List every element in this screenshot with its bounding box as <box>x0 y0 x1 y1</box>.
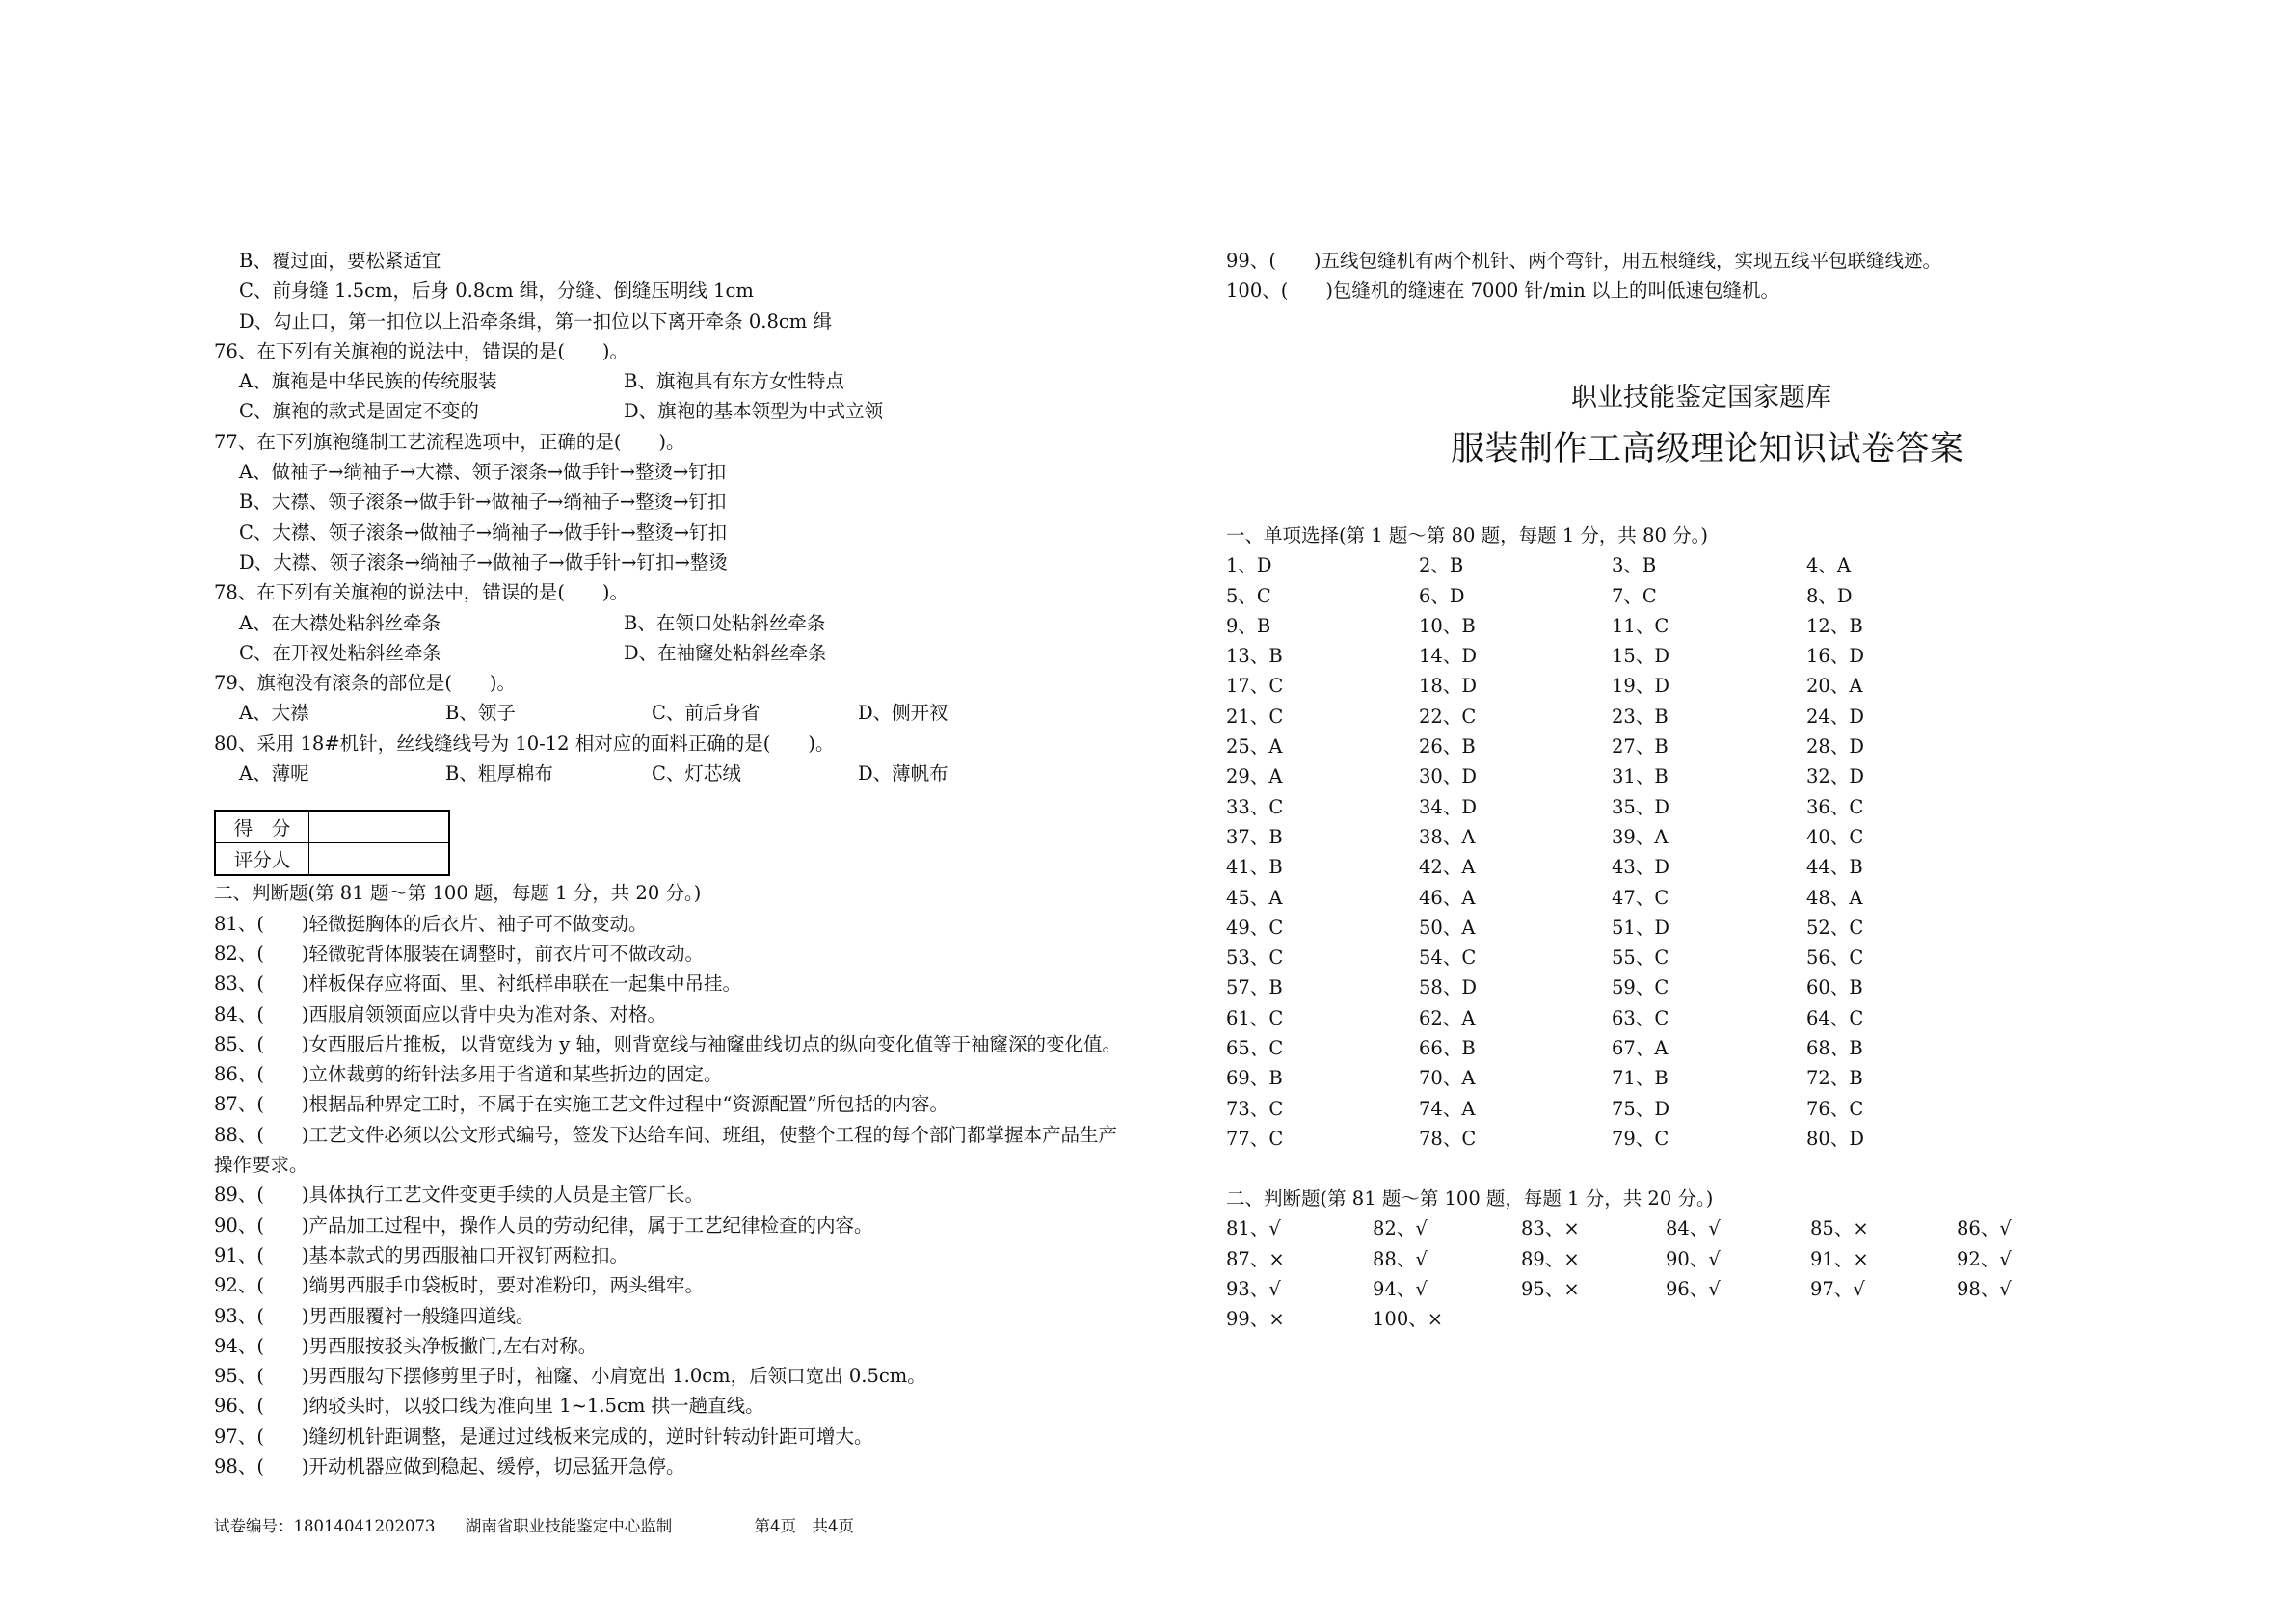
tf-answer: 95、× <box>1521 1277 1580 1300</box>
mc-answer: 79、C <box>1612 1127 1669 1150</box>
tf-item: 93、( )男西服覆衬一般缝四道线。 <box>214 1304 535 1327</box>
mc-answer: 8、D <box>1806 584 1853 607</box>
tf-answer: 83、× <box>1521 1217 1580 1240</box>
mc-answer: 51、D <box>1612 916 1669 939</box>
mc-answer: 34、D <box>1419 795 1477 818</box>
q80-stem: 80、采用 18#机针，丝线缝线号为 10-12 相对应的面料正确的是( )。 <box>214 732 835 755</box>
tf-item: 90、( )产品加工过程中，操作人员的劳动纪律，属于工艺纪律检查的内容。 <box>214 1213 873 1237</box>
mc-answer: 42、A <box>1419 856 1476 879</box>
left-column <box>214 246 1197 1481</box>
mc-answer: 41、B <box>1226 856 1283 879</box>
tf-item: 81、( )轻微挺胸体的后衣片、袖子可不做变动。 <box>214 912 648 935</box>
q78-option-a: A、在大襟处粘斜丝牵条 <box>239 611 441 634</box>
tf-answer: 97、√ <box>1810 1277 1865 1300</box>
tf-answer: 85、× <box>1810 1217 1869 1240</box>
tf-item: 操作要求。 <box>214 1154 308 1177</box>
mc-answer: 35、D <box>1612 795 1669 818</box>
mc-answer: 22、C <box>1419 705 1477 728</box>
mc-answer: 24、D <box>1806 705 1864 728</box>
mc-answer: 27、B <box>1612 735 1669 759</box>
score-label: 得 分 <box>215 811 309 843</box>
q78-row1 <box>214 608 1197 638</box>
mc-answer: 18、D <box>1419 675 1477 698</box>
tf-answer: 81、√ <box>1226 1217 1281 1240</box>
mc-answer: 48、A <box>1806 886 1863 909</box>
tf-item: 82、( )轻微驼背体服装在调整时，前衣片可不做改动。 <box>214 942 705 965</box>
mc-answer: 28、D <box>1806 735 1864 759</box>
mc-answer: 16、D <box>1806 645 1864 668</box>
q78-option-b: B、在领口处粘斜丝牵条 <box>624 611 826 634</box>
mc-answer: 20、A <box>1806 675 1863 698</box>
tf-item: 98、( )开动机器应做到稳起、缓停，切忌猛开急停。 <box>214 1454 685 1478</box>
mc-answer: 9、B <box>1226 614 1271 637</box>
tf-item: 83、( )样板保存应将面、里、衬纸样串联在一起集中吊挂。 <box>214 972 742 996</box>
tf-answer: 93、√ <box>1226 1277 1281 1300</box>
mc-answer: 50、A <box>1419 916 1476 939</box>
mc-answer: 64、C <box>1806 1006 1864 1029</box>
tf-answer: 98、√ <box>1957 1277 2012 1300</box>
mc-answer: 23、B <box>1612 705 1669 728</box>
q78-stem: 78、在下列有关旗袍的说法中，错误的是( )。 <box>214 581 629 604</box>
q75-option-b: B、覆过面，要松紧适宜 <box>239 250 441 272</box>
tf-item: 95、( )男西服勾下摆修剪里子时，袖窿、小肩宽出 1.0cm，后领口宽出 0.5cm。 <box>214 1365 926 1388</box>
q77-stem: 77、在下列旗袍缝制工艺流程选项中，正确的是( )。 <box>214 430 685 453</box>
mc-answer: 39、A <box>1612 825 1669 848</box>
tf-item: 97、( )缝纫机针距调整，是通过过线板来完成的，逆时针转动针距可增大。 <box>214 1424 873 1448</box>
mc-answer: 15、D <box>1612 645 1669 668</box>
mc-answer: 26、B <box>1419 735 1476 759</box>
tf-item-99: 99、( )五线包缝机有两个机针、两个弯针，用五根缝线，实现五线平包联缝线迹。 <box>1226 250 1942 272</box>
q79-option-b: B、领子 <box>445 702 516 725</box>
mc-answer: 47、C <box>1612 886 1669 909</box>
mc-heading: 一、单项选择(第 1 题～第 80 题，每题 1 分，共 80 分。) <box>1226 524 1708 546</box>
q80-option-b: B、粗厚棉布 <box>445 762 553 785</box>
mc-answer: 59、C <box>1612 976 1669 999</box>
tf-item: 91、( )基本款式的男西服袖口开衩钉两粒扣。 <box>214 1243 629 1266</box>
mc-answer-section <box>1226 520 1999 1154</box>
tf-answer: 82、√ <box>1373 1217 1428 1240</box>
mc-answer: 14、D <box>1419 645 1477 668</box>
supervisor: 湖南省职业技能鉴定中心监制 <box>465 1517 673 1535</box>
mc-answer: 13、B <box>1226 645 1283 668</box>
mc-answer: 67、A <box>1612 1037 1669 1060</box>
mc-answer: 40、C <box>1806 825 1864 848</box>
mc-answer: 7、C <box>1612 584 1657 607</box>
q77-option-d: D、大襟、领子滚条→绱袖子→做袖子→做手针→钉扣→整烫 <box>239 550 728 573</box>
tf-answer: 96、√ <box>1666 1277 1721 1300</box>
mc-answer: 38、A <box>1419 825 1476 848</box>
mc-answer: 73、C <box>1226 1097 1284 1120</box>
mc-answer: 21、C <box>1226 705 1284 728</box>
q76-row2 <box>214 396 1197 426</box>
q78-row2 <box>214 638 1197 668</box>
tf-answer: 90、√ <box>1666 1247 1721 1270</box>
q75-option-d: D、勾止口，第一扣位以上沿牵条缉，第一扣位以下离开牵条 0.8cm 缉 <box>239 309 832 333</box>
mc-answer: 43、D <box>1612 856 1669 879</box>
tf-answer: 87、× <box>1226 1247 1285 1270</box>
q75-option-c: C、前身缝 1.5cm，后身 0.8cm 缉，分缝、倒缝压明线 1cm <box>239 280 754 303</box>
mc-answer-grid <box>1226 550 1999 1154</box>
mc-answer: 4、A <box>1806 554 1851 577</box>
q79-option-a: A、大襟 <box>239 702 309 725</box>
mc-answer: 57、B <box>1226 976 1283 999</box>
mc-answer: 70、A <box>1419 1067 1476 1090</box>
q77-option-c: C、大襟、领子滚条→做袖子→绱袖子→做手针→整烫→钉扣 <box>239 520 728 544</box>
mc-answer: 29、A <box>1226 765 1283 788</box>
mc-answer: 61、C <box>1226 1006 1284 1029</box>
mc-answer: 49、C <box>1226 916 1284 939</box>
page-number: 第4页 共4页 <box>754 1517 854 1535</box>
tf-item: 85、( )女西服后片推板，以背宽线为 y 轴，则背宽线与袖窿曲线切点的纵向变化值等于袖窿深的变化值。 <box>214 1032 1121 1055</box>
right-column-top <box>1226 246 2248 306</box>
mc-answer: 74、A <box>1419 1097 1476 1120</box>
q79-option-d: D、侧开衩 <box>858 702 948 725</box>
q78-option-d: D、在袖窿处粘斜丝牵条 <box>624 641 827 664</box>
tf-item: 89、( )具体执行工艺文件变更手续的人员是主管厂长。 <box>214 1184 705 1207</box>
mc-answer: 25、A <box>1226 735 1283 759</box>
q76-row1 <box>214 366 1197 396</box>
mc-answer: 45、A <box>1226 886 1283 909</box>
q76-option-d: D、旗袍的基本领型为中式立领 <box>624 400 884 423</box>
q77-option-b: B、大襟、领子滚条→做手针→做袖子→绱袖子→整烫→钉扣 <box>239 491 727 514</box>
score-box <box>214 810 450 876</box>
mc-answer: 44、B <box>1806 856 1863 879</box>
q76-option-a: A、旗袍是中华民族的传统服装 <box>239 370 497 393</box>
mc-answer: 69、B <box>1226 1067 1283 1090</box>
q76-option-b: B、旗袍具有东方女性特点 <box>624 370 844 393</box>
tf-answer: 88、√ <box>1373 1247 1428 1270</box>
q80-option-c: C、灯芯绒 <box>652 762 741 785</box>
mc-answer: 78、C <box>1419 1127 1477 1150</box>
mc-answer: 19、D <box>1612 675 1669 698</box>
tf-answer: 89、× <box>1521 1247 1580 1270</box>
mc-answer: 5、C <box>1226 584 1271 607</box>
score-value-cell[interactable] <box>309 811 450 843</box>
tf-answer-grid <box>1226 1213 2101 1334</box>
mc-answer: 3、B <box>1612 554 1657 577</box>
q76-stem: 76、在下列有关旗袍的说法中，错误的是( )。 <box>214 339 629 362</box>
tf-item: 96、( )纳驳头时，以驳口线为准向里 1~1.5cm 拱一趟直线。 <box>214 1395 764 1418</box>
mc-answer: 46、A <box>1419 886 1476 909</box>
tf-item: 86、( )立体裁剪的绗针法多用于省道和某些折边的固定。 <box>214 1063 723 1086</box>
mc-answer: 58、D <box>1419 976 1477 999</box>
mc-answer: 76、C <box>1806 1097 1864 1120</box>
mc-answer: 55、C <box>1612 946 1669 970</box>
tf-answer: 91、× <box>1810 1247 1869 1270</box>
mc-answer: 2、B <box>1419 554 1464 577</box>
tf-item-100: 100、( )包缝机的缝速在 7000 针/min 以上的叫低速包缝机。 <box>1226 280 1780 303</box>
tf-heading: 二、判断题(第 81 题～第 100 题，每题 1 分，共 20 分。) <box>214 882 702 905</box>
mc-answer: 32、D <box>1806 765 1864 788</box>
mc-answer: 71、B <box>1612 1067 1669 1090</box>
q79-options <box>214 698 1197 728</box>
mc-answer: 65、C <box>1226 1037 1284 1060</box>
q79-stem: 79、旗袍没有滚条的部位是( )。 <box>214 672 517 695</box>
footer <box>214 1513 854 1536</box>
mc-answer: 37、B <box>1226 825 1283 848</box>
tf-answer: 94、√ <box>1373 1277 1428 1300</box>
mc-answer: 1、D <box>1226 554 1272 577</box>
grader-value-cell[interactable] <box>309 843 450 876</box>
q77-option-a: A、做袖子→绱袖子→大襟、领子滚条→做手针→整烫→钉扣 <box>239 461 727 484</box>
mc-answer: 72、B <box>1806 1067 1863 1090</box>
mc-answer: 53、C <box>1226 946 1284 970</box>
answer-title: 服装制作工高级理论知识试卷答案 <box>1451 430 1964 468</box>
mc-answer: 77、C <box>1226 1127 1284 1150</box>
mc-answer: 60、B <box>1806 976 1863 999</box>
mc-answer: 80、D <box>1806 1127 1864 1150</box>
q78-option-c: C、在开衩处粘斜丝牵条 <box>239 641 441 664</box>
mc-answer: 66、B <box>1419 1037 1476 1060</box>
mc-answer: 36、C <box>1806 795 1864 818</box>
q80-option-d: D、薄帆布 <box>858 762 948 785</box>
tf-item: 87、( )根据品种界定工时，不属于在实施工艺文件过程中“资源配置”所包括的内容。 <box>214 1093 948 1116</box>
mc-answer: 62、A <box>1419 1006 1476 1029</box>
tf-answer: 100、× <box>1373 1308 1444 1331</box>
tf-item: 92、( )绱男西服手巾袋板时，要对准粉印，两头缉牢。 <box>214 1274 705 1297</box>
tf-item: 88、( )工艺文件必须以公文形式编号，签发下达给车间、班组，使整个工程的每个部门都掌握本产品生产 <box>214 1123 1118 1146</box>
mc-answer: 12、B <box>1806 614 1863 637</box>
mc-answer: 54、C <box>1419 946 1477 970</box>
tf-list <box>214 909 1197 1482</box>
mc-answer: 52、C <box>1806 916 1864 939</box>
mc-answer: 33、C <box>1226 795 1284 818</box>
tf-answer: 99、× <box>1226 1308 1285 1331</box>
mc-answer: 31、B <box>1612 765 1669 788</box>
mc-answer: 10、B <box>1419 614 1476 637</box>
tf-answer: 84、√ <box>1666 1217 1721 1240</box>
mc-answer: 63、C <box>1612 1006 1669 1029</box>
tf-answer-section <box>1226 1184 2101 1334</box>
tf-item: 94、( )男西服按驳头净板撇门,左右对称。 <box>214 1334 598 1357</box>
q76-option-c: C、旗袍的款式是固定不变的 <box>239 400 479 423</box>
tf-item: 84、( )西服肩领领面应以背中央为准对条、对格。 <box>214 1002 667 1025</box>
q80-options <box>214 759 1197 788</box>
q79-option-c: C、前后身省 <box>652 702 761 725</box>
answer-subtitle: 职业技能鉴定国家题库 <box>1571 383 1831 413</box>
grader-label: 评分人 <box>215 843 309 876</box>
mc-answer: 6、D <box>1419 584 1465 607</box>
mc-answer: 75、D <box>1612 1097 1669 1120</box>
mc-answer: 68、B <box>1806 1037 1863 1060</box>
mc-answer: 11、C <box>1612 614 1669 637</box>
tf-answer: 92、√ <box>1957 1247 2012 1270</box>
exam-number: 试卷编号：18014041202073 <box>214 1517 436 1535</box>
tf-answer: 86、√ <box>1957 1217 2012 1240</box>
mc-answer: 56、C <box>1806 946 1864 970</box>
tf-answer-heading: 二、判断题(第 81 题～第 100 题，每题 1 分，共 20 分。) <box>1226 1187 1714 1210</box>
q80-option-a: A、薄呢 <box>239 762 309 785</box>
mc-answer: 30、D <box>1419 765 1477 788</box>
mc-answer: 17、C <box>1226 675 1284 698</box>
